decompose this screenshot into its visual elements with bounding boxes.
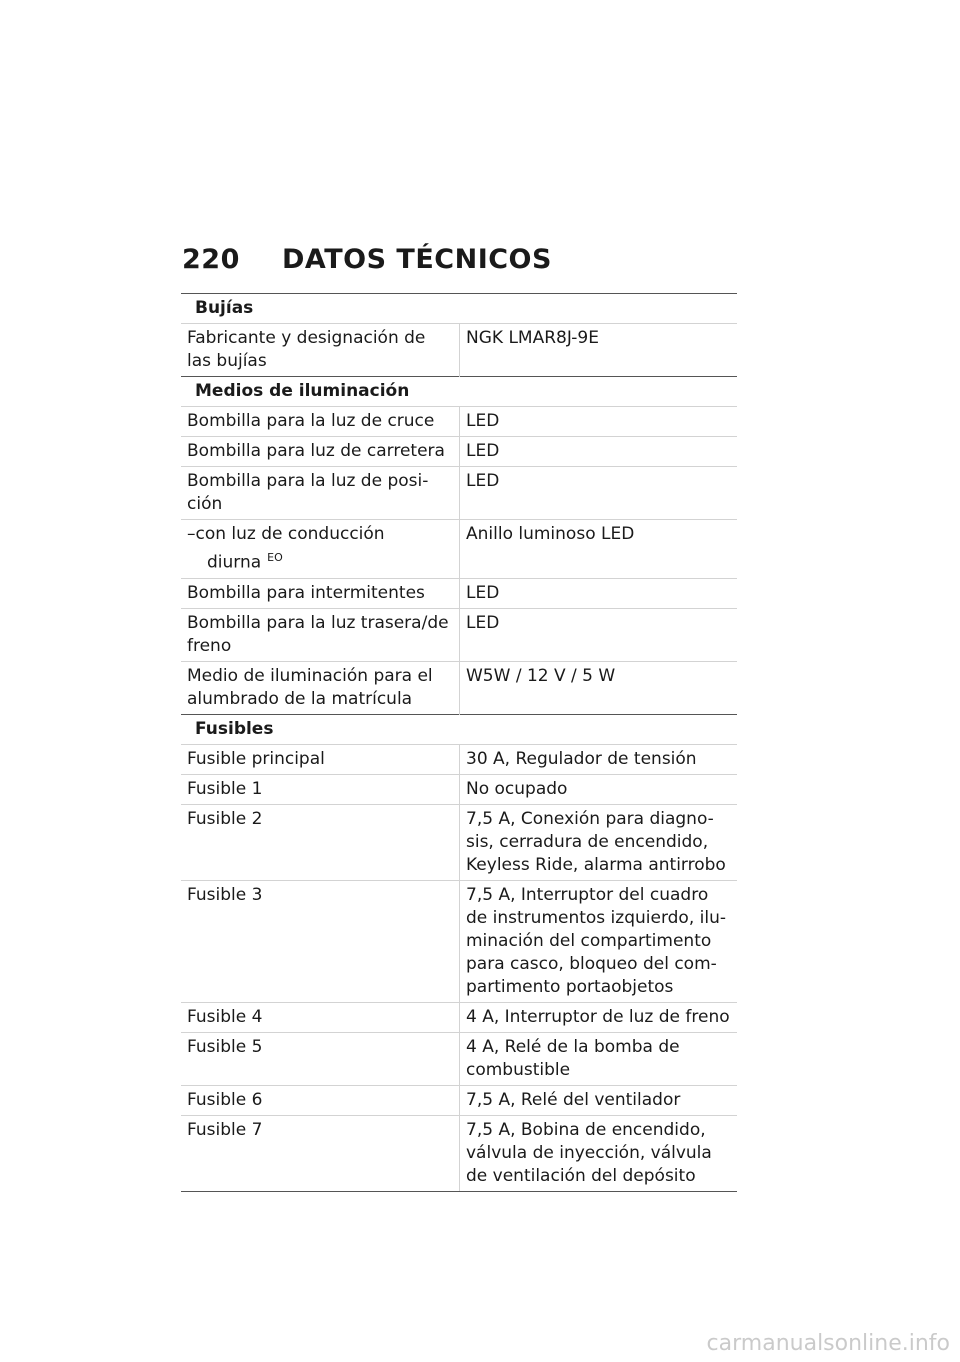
table-row [181, 407, 737, 437]
row-value: 4 A, Relé de la bomba de combustible [460, 1032, 738, 1085]
row-value: 7,5 A, Bobina de encendido, válvula de inyección, válvula de ventilación del depósito [460, 1115, 738, 1191]
table-row [181, 1002, 737, 1032]
section-title: Fusibles [181, 714, 737, 744]
row-label: Fusible 6 [181, 1085, 460, 1115]
row-label: Bombilla para la luz de posi-ción [181, 467, 460, 520]
row-label: Fusible 3 [181, 880, 460, 1002]
table-row [181, 520, 737, 579]
row-value: 30 A, Regulador de tensión [460, 744, 738, 774]
row-label: Fusible 4 [181, 1002, 460, 1032]
table-row [181, 608, 737, 661]
row-label-line2: diurna [207, 552, 262, 573]
table-row [181, 1085, 737, 1115]
section-header-bujias [181, 294, 737, 324]
row-label: Fusible 1 [181, 774, 460, 804]
row-value: LED [460, 437, 738, 467]
row-value: LED [460, 407, 738, 437]
row-value: LED [460, 578, 738, 608]
row-value: Anillo luminoso LED [460, 520, 738, 579]
row-label [181, 520, 460, 579]
spec-table [181, 293, 737, 1192]
table-row [181, 437, 737, 467]
table-row [181, 661, 737, 714]
table-row [181, 804, 737, 880]
row-value: LED [460, 467, 738, 520]
section-header-iluminacion [181, 377, 737, 407]
row-value: 4 A, Interruptor de luz de freno [460, 1002, 738, 1032]
table-row [181, 467, 737, 520]
table-row [181, 324, 737, 377]
table-row [181, 1032, 737, 1085]
row-label: Fusible principal [181, 744, 460, 774]
row-label-line2-wrap [187, 546, 453, 575]
table-row [181, 578, 737, 608]
row-value: W5W / 12 V / 5 W [460, 661, 738, 714]
watermark-text: carmanualsonline.info [706, 1331, 950, 1356]
equipment-note-mark: EO [267, 551, 283, 564]
page-header [182, 244, 552, 284]
row-label: Bombilla para intermitentes [181, 578, 460, 608]
table-row [181, 880, 737, 1002]
page-title: DATOS TÉCNICOS [282, 244, 552, 275]
row-value: 7,5 A, Relé del ventilador [460, 1085, 738, 1115]
row-value: 7,5 A, Interruptor del cuadro de instrumentos izquierdo, ilu-minación del compartimento para casco, bloqueo del com-partimento portaobjetos [460, 880, 738, 1002]
section-title: Medios de iluminación [181, 377, 737, 407]
table-row [181, 774, 737, 804]
row-label: Bombilla para la luz de cruce [181, 407, 460, 437]
row-value: LED [460, 608, 738, 661]
row-label: Fusible 2 [181, 804, 460, 880]
row-label: Medio de iluminación para el alumbrado de la matrícula [181, 661, 460, 714]
section-title: Bujías [181, 294, 737, 324]
section-header-fusibles [181, 714, 737, 744]
table-row [181, 1115, 737, 1191]
row-label: Bombilla para luz de carretera [181, 437, 460, 467]
row-label: Bombilla para la luz trasera/de freno [181, 608, 460, 661]
page-number: 220 [182, 244, 240, 275]
row-value: 7,5 A, Conexión para diagno-sis, cerradura de encendido, Keyless Ride, alarma antirrobo [460, 804, 738, 880]
row-label: Fusible 7 [181, 1115, 460, 1191]
row-label: Fusible 5 [181, 1032, 460, 1085]
table-row [181, 744, 737, 774]
row-value: No ocupado [460, 774, 738, 804]
row-label: Fabricante y designación de las bujías [181, 324, 460, 377]
row-value: NGK LMAR8J-9E [460, 324, 738, 377]
row-label-line1: –con luz de conducción [187, 524, 385, 544]
